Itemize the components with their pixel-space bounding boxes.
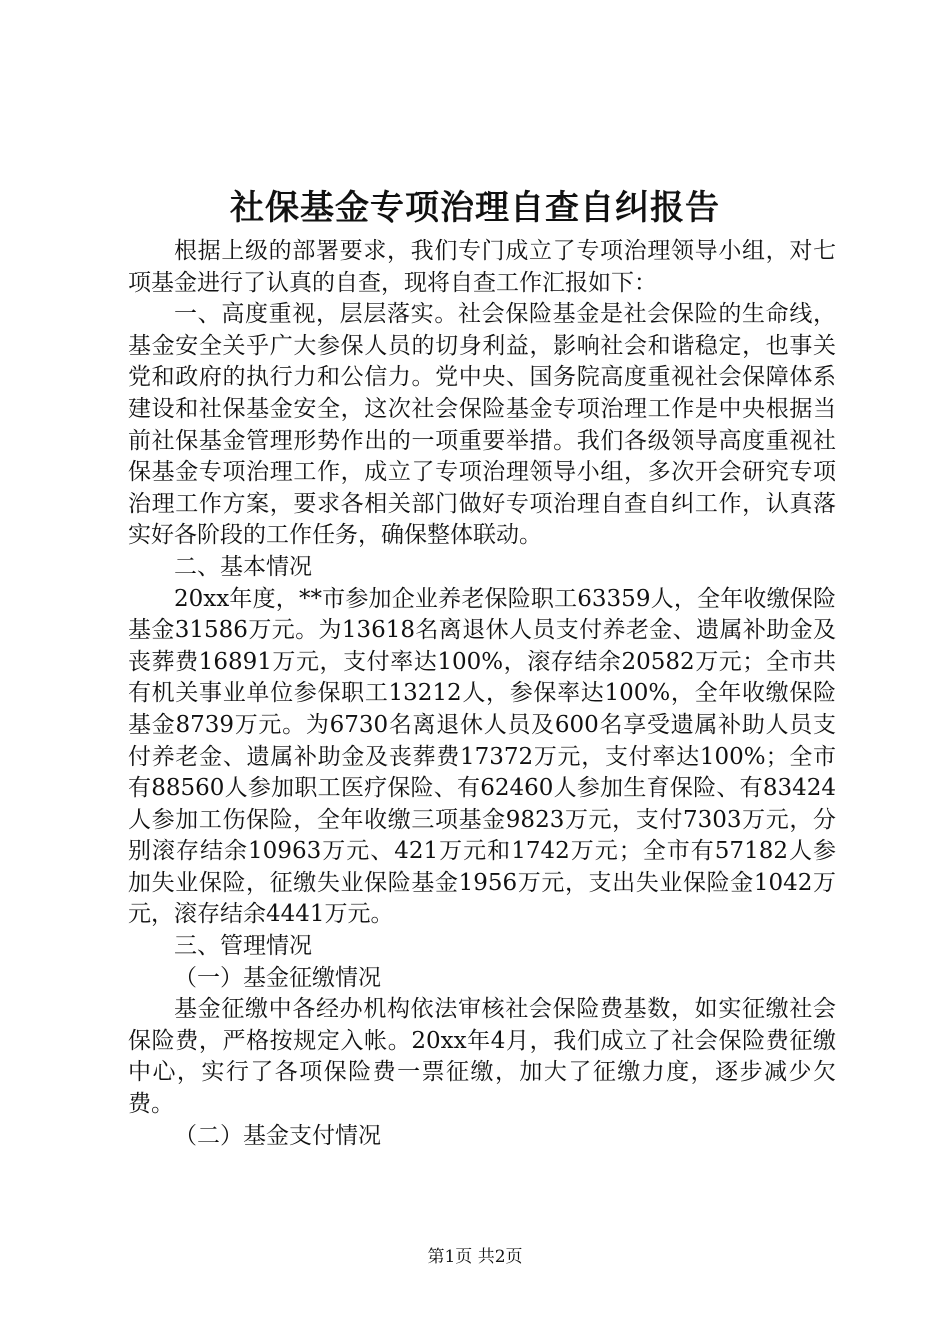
subheading-fund-payment: （二）基金支付情况	[174, 1122, 381, 1149]
subheading-fund-collection: （一）基金征缴情况	[174, 964, 381, 991]
paragraph-basic-situation: 20xx年度，**市参加企业养老保险职工63359人，全年收缴保险基金31586万元。为13618名离退休人员支付养老金、遗属补助金及丧葬费16891万元，支付率达100%，滚存结余20582万元；全市共有机关事业单位参保职工13212人，参保率达100%，全年收缴保险基金8739万元。为6730名离退休人员及600名享受遗属补助人员支付养老金、遗属补助金及丧葬费17372万元，支付率达100%；全市有88560人参加职工医疗保险、有62460人参加生育保险、有83424人参加工伤保险，全年收缴三项基金9823万元，支付7303万元，分别滚存结余10963万元、421万元和1742万元；全市有57182人参加失业保险，征缴失业保险基金1956万元，支出失业保险金1042万元，滚存结余4441万元。	[128, 585, 836, 928]
paragraph-fund-collection: 基金征缴中各经办机构依法审核社会保险费基数，如实征缴社会保险费，严格按规定入帐。20xx年4月，我们成立了社会保险费征缴中心，实行了各项保险费一票征缴，加大了征缴力度，逐步减少欠费。	[128, 996, 836, 1118]
page-footer: 第1页 共2页	[427, 1247, 523, 1267]
document-body	[128, 236, 836, 1152]
paragraph-section-1: 一、高度重视，层层落实。社会保险基金是社会保险的生命线，基金安全关乎广大参保人员的切身利益，影响社会和谐稳定，也事关党和政府的执行力和公信力。党中央、国务院高度重视社会保障体系建设和社保基金安全，这次社会保险基金专项治理工作是中央根据当前社保基金管理形势作出的一项重要举措。我们各级领导高度重视社保基金专项治理工作，成立了专项治理领导小组，多次开会研究专项治理工作方案，要求各相关部门做好专项治理自查自纠工作，认真落实好各阶段的工作任务，确保整体联动。	[128, 301, 836, 549]
heading-section-3: 三、管理情况	[174, 933, 312, 960]
document-title: 社保基金专项治理自查自纠报告	[230, 188, 720, 228]
heading-section-2: 二、基本情况	[174, 553, 312, 580]
paragraph-intro: 根据上级的部署要求，我们专门成立了专项治理领导小组，对七项基金进行了认真的自查，现将自查工作汇报如下：	[128, 238, 836, 296]
